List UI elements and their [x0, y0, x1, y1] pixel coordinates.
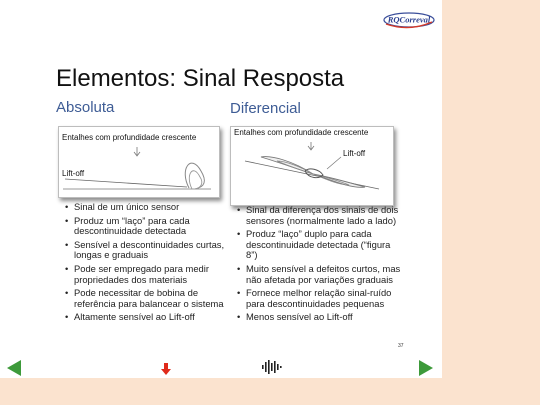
logo: [382, 10, 436, 30]
depth-arrow: [134, 147, 140, 156]
figure-label-depth: Entalhes com profundidade crescente: [234, 128, 369, 137]
subtitle-diferencial: Diferencial: [230, 100, 301, 117]
triangle-right-icon[interactable]: [418, 359, 434, 377]
subtitle-absoluta: Absoluta: [56, 99, 115, 116]
triangle-left-icon[interactable]: [6, 359, 22, 377]
list-item: • Sensível a descontinuidades curtas, longas e graduais: [63, 240, 233, 261]
list-item: • Muito sensível a defeitos curtos, mas não afetada por variações graduais: [235, 264, 401, 285]
slide-number: 37: [398, 343, 404, 349]
figure-label-depth: Entalhes com profundidade crescente: [62, 133, 197, 142]
audio-waveform-icon[interactable]: [262, 360, 284, 374]
logo-text: RQCorreval: [387, 14, 431, 25]
liftoff-trace: [65, 179, 187, 187]
list-item: • Altamente sensível ao Lift-off: [63, 312, 233, 323]
liftoff-trace: [245, 161, 379, 189]
list-item: • Pode necessitar de bobina de referência para balancear o sistema: [63, 288, 233, 309]
differential-signal-figure: [230, 126, 394, 206]
list-item: • Sinal da diferença dos sinais de dois sensores (normalmente lado a lado): [235, 205, 401, 226]
absolute-bullet-list: [63, 202, 233, 326]
figure-label-liftoff: Lift-off: [343, 149, 366, 158]
list-item: • Produz um “laço” para cada descontinuidade detectada: [63, 216, 233, 237]
differential-signal-plot: [231, 127, 393, 205]
list-item: • Pode ser empregado para medir propriedades dos materiais: [63, 264, 233, 285]
slide-title: Elementos: Sinal Resposta: [56, 65, 345, 92]
list-item: • Fornece melhor relação sinal-ruído para descontinuidades pequenas: [235, 288, 401, 309]
list-item: • Sinal de um único sensor: [63, 202, 233, 213]
figure-label-liftoff: Lift-off: [62, 169, 85, 178]
depth-arrow: [308, 142, 314, 150]
absolute-signal-figure: [58, 126, 220, 198]
differential-bullet-list: [235, 205, 401, 326]
list-item: • Produz “laço” duplo para cada descontinuidade detectada (“figura 8”): [235, 229, 401, 261]
arrow-down-icon[interactable]: [161, 363, 171, 375]
liftoff-pointer: [327, 157, 341, 169]
list-item: • Menos sensível ao Lift-off: [235, 312, 401, 323]
signal-loop-2: [189, 171, 202, 189]
